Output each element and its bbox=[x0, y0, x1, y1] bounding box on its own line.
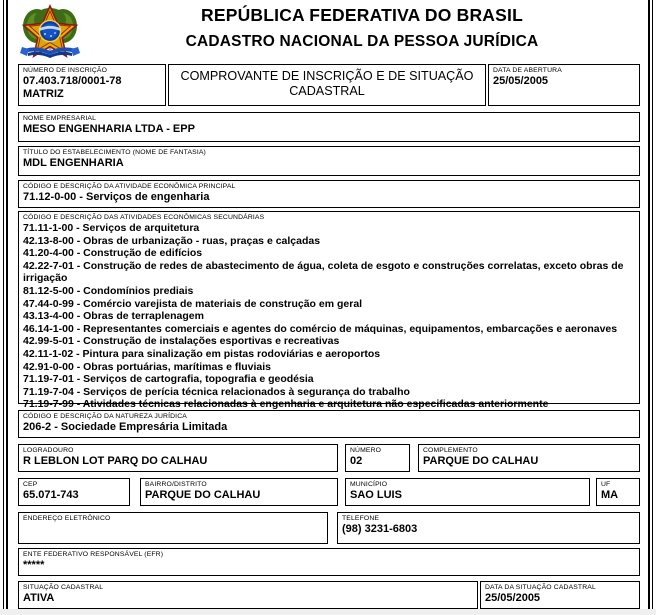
field-atividades-economicas-secundarias bbox=[18, 211, 640, 411]
field-value: SAO LUIS bbox=[350, 489, 402, 501]
field-value: 07.403.718/0001-78 bbox=[23, 75, 122, 87]
field-label: ENTE FEDERATIVO RESPONSÁVEL (EFR) bbox=[23, 551, 164, 558]
banner-text: COMPROVANTE DE INSCRIÇÃO E DE SITUAÇÃO CADASTRAL bbox=[180, 69, 474, 98]
field-telefone bbox=[337, 512, 640, 544]
field-value: PARQUE DO CALHAU bbox=[145, 489, 261, 501]
field-value: 71.12-0-00 - Serviços de engenharia bbox=[23, 191, 210, 203]
secondary-activity-item: 46.14-1-00 - Representantes comerciais e agentes do comércio de máquinas, equipamentos, embarcações e aeronaves bbox=[23, 322, 618, 335]
field-label: CÓDIGO E DESCRIÇÃO DA ATIVIDADE ECONÔMICA PRINCIPAL bbox=[23, 183, 236, 190]
field-uf bbox=[596, 478, 640, 506]
secondary-activity-item: 41.20-4-00 - Construção de edifícios bbox=[23, 247, 203, 260]
secondary-activity-item: 42.91-0-00 - Obras portuárias, marítimas e fluviais bbox=[23, 360, 272, 373]
field-label: NOME EMPRESARIAL bbox=[23, 115, 97, 122]
field-label: NÚMERO DE INSCRIÇÃO bbox=[23, 67, 108, 74]
page-subtitle: CADASTRO NACIONAL DA PESSOA JURÍDICA bbox=[185, 33, 539, 50]
field-cep bbox=[18, 478, 130, 506]
field-label: BAIRRO/DISTRITO bbox=[145, 481, 207, 488]
field-label: LOGRADOURO bbox=[23, 447, 74, 454]
secondary-activity-item: 71.19-7-99 - Atividades técnicas relacionadas à engenharia e arquitetura não especificadas anteriormente bbox=[23, 398, 549, 411]
field-label: ENDEREÇO ELETRÔNICO bbox=[23, 515, 111, 522]
field-value: R LEBLON LOT PARQ DO CALHAU bbox=[23, 455, 208, 467]
field-label: DATA DA SITUAÇÃO CADASTRAL bbox=[485, 584, 596, 591]
field-numero-inscricao bbox=[18, 64, 166, 106]
field-data-situacao-cadastral bbox=[480, 581, 640, 609]
secondary-activity-item: 47.44-0-99 - Comércio varejista de materiais de construção em geral bbox=[23, 297, 363, 310]
header-title-block bbox=[82, 0, 642, 63]
field-label: CÓDIGO E DESCRIÇÃO DA NATUREZA JURÍDICA bbox=[23, 413, 187, 420]
field-label: DATA DE ABERTURA bbox=[493, 67, 562, 74]
field-complemento bbox=[418, 444, 640, 472]
secondary-activity-item: 71.19-7-04 - Serviços de perícia técnica relacionados à segurança do trabalho bbox=[23, 385, 410, 398]
secondary-activity-item: 81.12-5-00 - Condomínios prediais bbox=[23, 284, 194, 297]
field-label: UF bbox=[601, 481, 611, 488]
field-bairro-distrito bbox=[140, 478, 338, 506]
field-logradouro bbox=[18, 444, 338, 472]
secondary-activity-item: 43.13-4-00 - Obras de terraplenagem bbox=[23, 310, 204, 323]
field-value: ***** bbox=[23, 559, 45, 571]
page-bottom-strip bbox=[0, 609, 656, 615]
secondary-activity-item: 42.22-7-01 - Construção de redes de abastecimento de água, coleta de esgoto e construções correlatas, exceto obras de irrigação bbox=[23, 259, 624, 285]
field-label: COMPLEMENTO bbox=[423, 447, 478, 454]
field-value: MDL ENGENHARIA bbox=[23, 157, 124, 169]
field-value: 206-2 - Sociedade Empresária Limitada bbox=[23, 421, 228, 433]
field-municipio bbox=[345, 478, 590, 506]
field-label: SITUAÇÃO CADASTRAL bbox=[23, 584, 104, 591]
field-ente-federativo-responsavel bbox=[18, 548, 640, 576]
secondary-activity-item: 71.11-1-00 - Serviços de arquitetura bbox=[23, 222, 200, 234]
field-situacao-cadastral bbox=[18, 581, 478, 609]
field-endereco-eletronico bbox=[18, 512, 328, 544]
field-value: MESO ENGENHARIA LTDA - EPP bbox=[23, 123, 195, 135]
field-label: CÓDIGO E DESCRIÇÃO DAS ATIVIDADES ECONÔMICAS SECUNDÁRIAS bbox=[23, 214, 265, 221]
field-titulo-estabelecimento bbox=[18, 146, 640, 176]
field-label: CEP bbox=[23, 481, 38, 488]
field-label: MUNICÍPIO bbox=[350, 481, 388, 488]
secondary-activity-item: 42.11-1-02 - Pintura para sinalização em pistas rodoviárias e aeroportos bbox=[23, 347, 381, 360]
field-value: PARQUE DO CALHAU bbox=[423, 455, 539, 467]
document-type-banner bbox=[168, 64, 486, 106]
secondary-activity-item: 71.19-7-01 - Serviços de cartografia, topografia e geodésia bbox=[23, 373, 314, 386]
field-value: 25/05/2005 bbox=[485, 592, 541, 604]
field-value: (98) 3231-6803 bbox=[342, 523, 418, 535]
field-value: MA bbox=[601, 489, 619, 501]
field-label: TÍTULO DO ESTABELECIMENTO (NOME DE FANTASIA) bbox=[23, 149, 206, 156]
field-natureza-juridica bbox=[18, 410, 640, 438]
field-value: 02 bbox=[350, 455, 363, 467]
page-title: REPÚBLICA FEDERATIVA DO BRASIL bbox=[201, 5, 523, 25]
field-value: 65.071-743 bbox=[23, 489, 79, 501]
field-label: TELEFONE bbox=[342, 515, 380, 522]
field-nome-empresarial bbox=[18, 112, 640, 142]
secondary-activities-list bbox=[19, 222, 639, 411]
field-value-matriz: MATRIZ bbox=[23, 88, 64, 100]
brazil-coat-of-arms-icon bbox=[20, 4, 80, 62]
field-value: 25/05/2005 bbox=[493, 75, 549, 87]
status-badge: ATIVA bbox=[23, 592, 55, 604]
field-numero bbox=[345, 444, 410, 472]
document-header bbox=[12, 0, 644, 63]
secondary-activity-item: 42.13-8-00 - Obras de urbanização - ruas, praças e calçadas bbox=[23, 234, 321, 247]
field-data-abertura bbox=[488, 64, 640, 106]
secondary-activity-item: 42.99-5-01 - Construção de instalações esportivas e recreativas bbox=[23, 335, 340, 348]
field-label: NÚMERO bbox=[350, 447, 382, 454]
field-atividade-economica-principal bbox=[18, 180, 640, 208]
